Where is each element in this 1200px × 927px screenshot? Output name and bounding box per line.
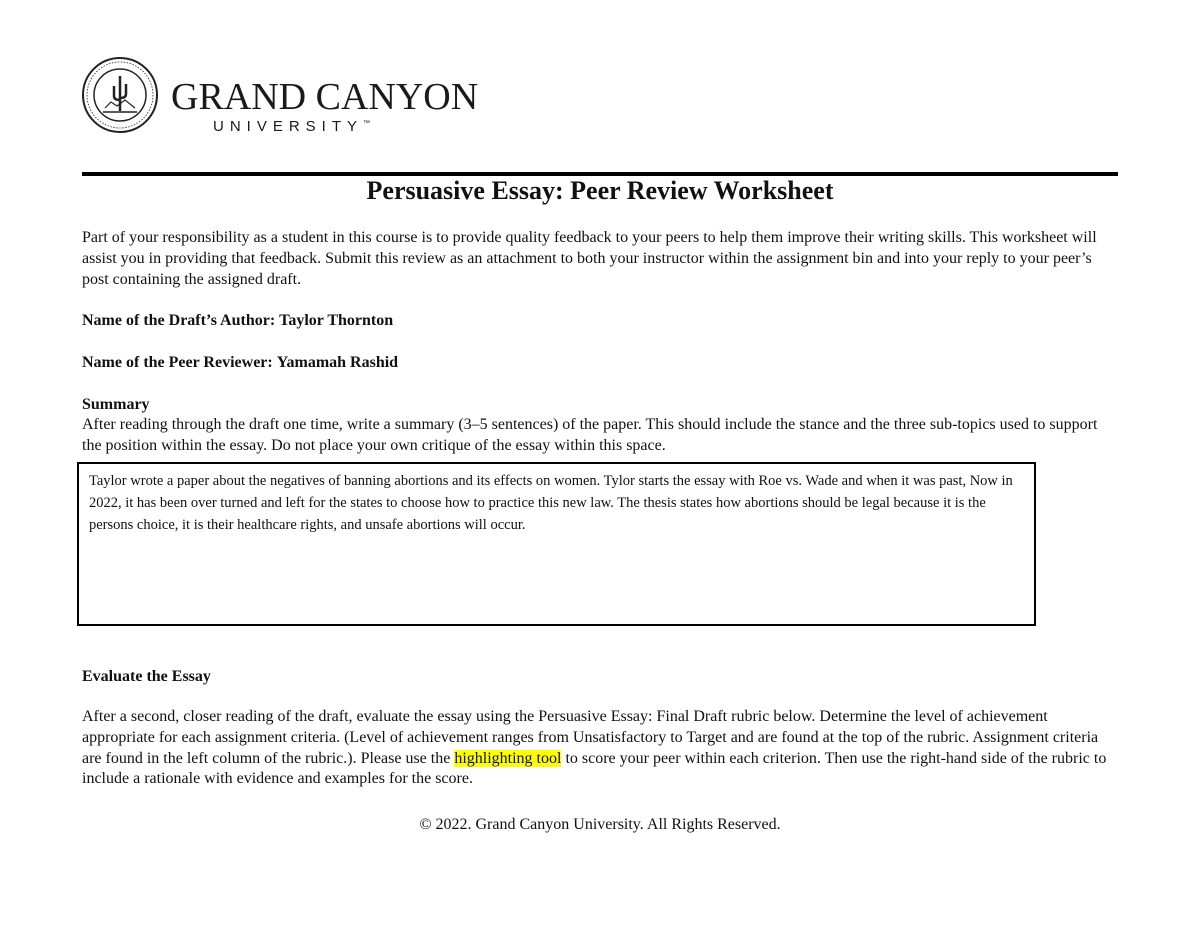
copyright-footer: © 2022. Grand Canyon University. All Rights Reserved. [419,816,781,833]
trademark: ™ [363,120,371,127]
intro-paragraph: Part of your responsibility as a student in this course is to provide quality feedback to your peers to help them improve their writing skills. This worksheet will assist you in providing that feedback. Submit this review as an attachment to both your instructor within the assignment bin and into your reply to your peer’s post containing the assigned draft. [82,229,1097,288]
highlighting-tool-highlight: highlighting tool [454,749,562,767]
reviewer-line [82,353,1118,374]
evaluate-text-before: After a second, closer reading of the draft, evaluate the essay using the Persuasive Essay: Final Draft rubric below. Determine the level of achievement appropriate for each assignment criteria. (Level of achievement ranges from Unsatisfactory to Target and are found at the top of the rubric. Assignment criteria are found in the left column of the rubric.). Please use the [82,708,1099,767]
author-label: Name of the Draft’s Author: [82,312,276,329]
summary-heading [82,395,1118,416]
evaluate-heading [82,667,1118,688]
logo-subtitle-text: UNIVERSITY [213,118,364,135]
evaluate-text-after: to score your peer within each criterion. Then use the right-hand side of the rubric to include a rationale with evidence and examples for the score. [82,749,1107,788]
evaluate-heading-text: Evaluate the Essay [82,668,211,685]
summary-heading-text: Summary [82,396,150,413]
author-name: Taylor Thornton [279,312,394,329]
reviewer-name: Yamamah Rashid [276,354,399,371]
summary-response-box[interactable] [77,462,1036,626]
summary-instructions: After reading through the draft one time, write a summary (3–5 sentences) of the paper. This should include the stance and the three sub-topics used to support the position within the essay. Do not place your own critique of the essay within this space. [82,416,1098,454]
university-logo [81,56,479,138]
page-title: Persuasive Essay: Peer Review Worksheet [366,176,834,205]
logo-subtitle [213,119,370,134]
evaluate-instructions [82,707,1118,790]
university-seal-icon [81,56,159,134]
logo-name: GRAND CANYON [171,76,479,118]
author-line [82,311,1118,332]
reviewer-label: Name of the Peer Reviewer: [82,354,273,371]
summary-response-text: Taylor wrote a paper about the negatives of banning abortions and its effects on women. Tylor starts the essay with Roe vs. Wade and when it was past, Now in 2022, it has been over turned and left for the states to choose how to practice this new law. The thesis states how abortions should be legal because it is the persons choice, it is their healthcare rights, and unsafe abortions will occur. [89,473,1013,533]
